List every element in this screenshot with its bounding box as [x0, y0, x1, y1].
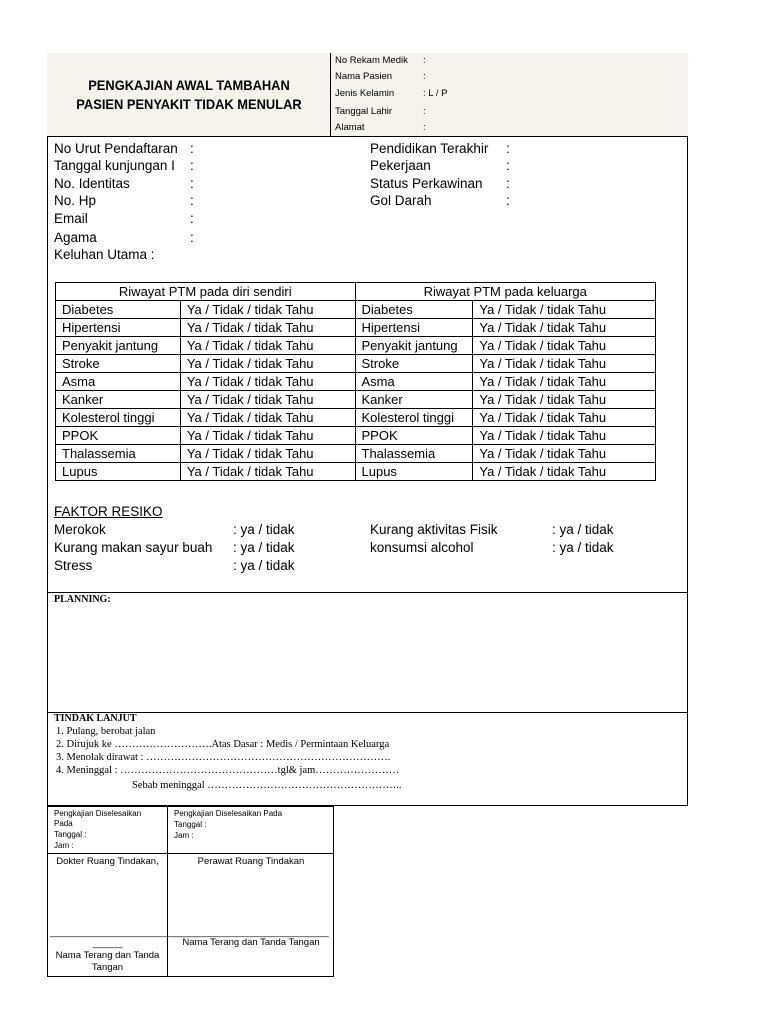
colon: : — [506, 158, 510, 173]
nurse-role-label: Perawat Ruang Tindakan — [197, 856, 305, 867]
ptm-family-answer: Ya / Tidak / tidak Tahu — [473, 391, 656, 409]
ptm-family-disease: Penyakit jantung — [355, 337, 473, 355]
ptm-self-answer: Ya / Tidak / tidak Tahu — [180, 301, 355, 319]
field-keluhan-utama: Keluhan Utama : — [54, 247, 155, 262]
field-no-hp: No. Hp — [54, 193, 97, 208]
patient-field-rm: No Rekam Medik : — [335, 55, 426, 66]
doctor-name-label: Nama Terang dan Tanda — [55, 950, 160, 961]
ptm-history-table — [55, 282, 656, 481]
sig-right-meta: Pengkajian Diselesaikan Pada — [174, 809, 283, 818]
table-row — [56, 337, 656, 355]
divider — [47, 592, 688, 593]
ptm-self-answer: Ya / Tidak / tidak Tahu — [180, 427, 355, 445]
nurse-signature-line: _______________________________ — [173, 927, 329, 937]
colon: : — [506, 193, 510, 208]
colon: : — [190, 230, 194, 245]
table-row — [56, 355, 656, 373]
ptm-self-answer: Ya / Tidak / tidak Tahu — [180, 445, 355, 463]
doctor-name-label: Tangan — [91, 962, 124, 973]
ptm-self-answer: Ya / Tidak / tidak Tahu — [180, 463, 355, 481]
patient-field-dob: Tanggal Lahir : — [335, 106, 426, 117]
table-row — [56, 373, 656, 391]
ptm-self-answer: Ya / Tidak / tidak Tahu — [180, 409, 355, 427]
table-row — [56, 463, 656, 481]
ptm-self-disease: Asma — [56, 373, 181, 391]
sig-left-meta: Pada — [54, 819, 73, 828]
risk-merokok: Merokok — [54, 522, 106, 537]
ptm-family-disease: Thalassemia — [355, 445, 473, 463]
colon: : — [506, 141, 510, 156]
risk-alcohol: konsumsi alcohol — [370, 540, 474, 555]
form-title — [58, 76, 319, 114]
risk-sayur-buah: Kurang makan sayur buah — [54, 540, 213, 555]
risk-aktivitas-fisik-value: : ya / tidak — [552, 522, 614, 537]
table-row — [56, 409, 656, 427]
form-title-line1: PENGKAJIAN AWAL TAMBAHAN — [88, 77, 290, 93]
nurse-name-label: Nama Terang dan Tanda Tangan — [182, 937, 320, 948]
ptm-family-header: Riwayat PTM pada keluarga — [355, 283, 656, 301]
colon: : — [190, 158, 194, 173]
ptm-self-answer: Ya / Tidak / tidak Tahu — [180, 391, 355, 409]
ptm-family-disease: Lupus — [355, 463, 473, 481]
divider — [167, 806, 168, 977]
table-header-row — [56, 283, 656, 301]
ptm-self-disease: Penyakit jantung — [56, 337, 181, 355]
ptm-self-answer: Ya / Tidak / tidak Tahu — [180, 373, 355, 391]
patient-field-sex: Jenis Kelamin : L / P — [335, 88, 448, 99]
ptm-family-disease: Diabetes — [355, 301, 473, 319]
divider — [47, 712, 688, 713]
colon: : — [190, 211, 194, 226]
ptm-family-disease: Hipertensi — [355, 319, 473, 337]
ptm-self-disease: Diabetes — [56, 301, 181, 319]
field-status-perkawinan: Status Perkawinan — [370, 176, 483, 191]
sig-right-meta: Jam : — [174, 831, 194, 840]
ptm-self-disease: Thalassemia — [56, 445, 181, 463]
doctor-role-label: Dokter Ruang Tindakan, — [56, 856, 159, 867]
colon: : — [506, 176, 510, 191]
ptm-family-answer: Ya / Tidak / tidak Tahu — [473, 337, 656, 355]
colon: : — [190, 193, 194, 208]
risk-alcohol-value: : ya / tidak — [552, 540, 614, 555]
ptm-family-disease: Asma — [355, 373, 473, 391]
table-row — [56, 391, 656, 409]
risk-sayur-buah-value: : ya / tidak — [233, 540, 295, 555]
ptm-family-disease: Stroke — [355, 355, 473, 373]
ptm-self-disease: Stroke — [56, 355, 181, 373]
field-pendidikan: Pendidikan Terakhir — [370, 141, 489, 156]
field-pekerjaan: Pekerjaan — [370, 158, 431, 173]
colon: : — [190, 141, 194, 156]
ptm-family-disease: Kanker — [355, 391, 473, 409]
tindak-lanjut-item: Sebab meninggal ……………………………………………….. — [132, 780, 402, 791]
ptm-family-answer: Ya / Tidak / tidak Tahu — [473, 319, 656, 337]
field-no-identitas: No. Identitas — [54, 176, 130, 191]
ptm-self-disease: Kanker — [56, 391, 181, 409]
table-row — [56, 445, 656, 463]
ptm-family-answer: Ya / Tidak / tidak Tahu — [473, 445, 656, 463]
ptm-self-disease: Lupus — [56, 463, 181, 481]
table-row — [56, 319, 656, 337]
sig-left-meta: Pengkajian Diselesaikan — [54, 809, 142, 818]
ptm-family-answer: Ya / Tidak / tidak Tahu — [473, 373, 656, 391]
ptm-self-header: Riwayat PTM pada diri sendiri — [56, 283, 356, 301]
doctor-signature-line: ______ — [92, 938, 123, 948]
form-title-line2: PASIEN PENYAKIT TIDAK MENULAR — [76, 96, 302, 112]
risk-merokok-value: : ya / tidak — [233, 522, 295, 537]
colon: : — [190, 176, 194, 191]
tindak-lanjut-item: 2. Dirujuk ke ……………………….Atas Dasar : Medis / Permintaan Keluarga — [56, 739, 390, 750]
ptm-family-disease: PPOK — [355, 427, 473, 445]
doctor-signature-line: ______________________________ — [50, 927, 201, 937]
sig-left-meta: Tanggal : — [54, 830, 87, 839]
ptm-family-answer: Ya / Tidak / tidak Tahu — [473, 463, 656, 481]
sig-right-meta: Tanggal : — [174, 820, 207, 829]
ptm-self-disease: PPOK — [56, 427, 181, 445]
divider — [47, 853, 334, 854]
tindak-lanjut-title: TINDAK LANJUT — [54, 713, 137, 724]
ptm-self-answer: Ya / Tidak / tidak Tahu — [180, 337, 355, 355]
risk-aktivitas-fisik: Kurang aktivitas Fisik — [370, 522, 498, 537]
ptm-family-answer: Ya / Tidak / tidak Tahu — [473, 427, 656, 445]
sig-left-meta: Jam : — [54, 841, 74, 850]
ptm-self-disease: Hipertensi — [56, 319, 181, 337]
ptm-family-answer: Ya / Tidak / tidak Tahu — [473, 409, 656, 427]
faktor-resiko-title: FAKTOR RESIKO — [54, 504, 163, 519]
risk-stress: Stress — [54, 558, 93, 573]
planning-title: PLANNING: — [54, 594, 111, 605]
tindak-lanjut-item: 3. Menolak dirawat : ……………………………………………………………. — [56, 752, 391, 763]
field-gol-darah: Gol Darah — [370, 193, 432, 208]
patient-field-address: Alamat : — [335, 122, 426, 133]
field-agama: Agama — [54, 230, 97, 245]
table-row — [56, 427, 656, 445]
field-email: Email — [54, 211, 88, 226]
ptm-family-disease: Kolesterol tinggi — [355, 409, 473, 427]
ptm-self-disease: Kolesterol tinggi — [56, 409, 181, 427]
risk-stress-value: : ya / tidak — [233, 558, 295, 573]
field-tanggal-kunjungan: Tanggal kunjungan I — [54, 158, 175, 173]
tindak-lanjut-item: 4. Meninggal : ………………………………………tgl& jam…………………… — [56, 765, 400, 776]
tindak-lanjut-item: 1. Pulang, berobat jalan — [56, 726, 156, 737]
ptm-self-answer: Ya / Tidak / tidak Tahu — [180, 319, 355, 337]
table-row — [56, 301, 656, 319]
patient-field-name: Nama Pasien : — [335, 71, 426, 82]
ptm-self-answer: Ya / Tidak / tidak Tahu — [180, 355, 355, 373]
ptm-family-answer: Ya / Tidak / tidak Tahu — [473, 355, 656, 373]
field-no-urut: No Urut Pendaftaran — [54, 141, 178, 156]
ptm-family-answer: Ya / Tidak / tidak Tahu — [473, 301, 656, 319]
